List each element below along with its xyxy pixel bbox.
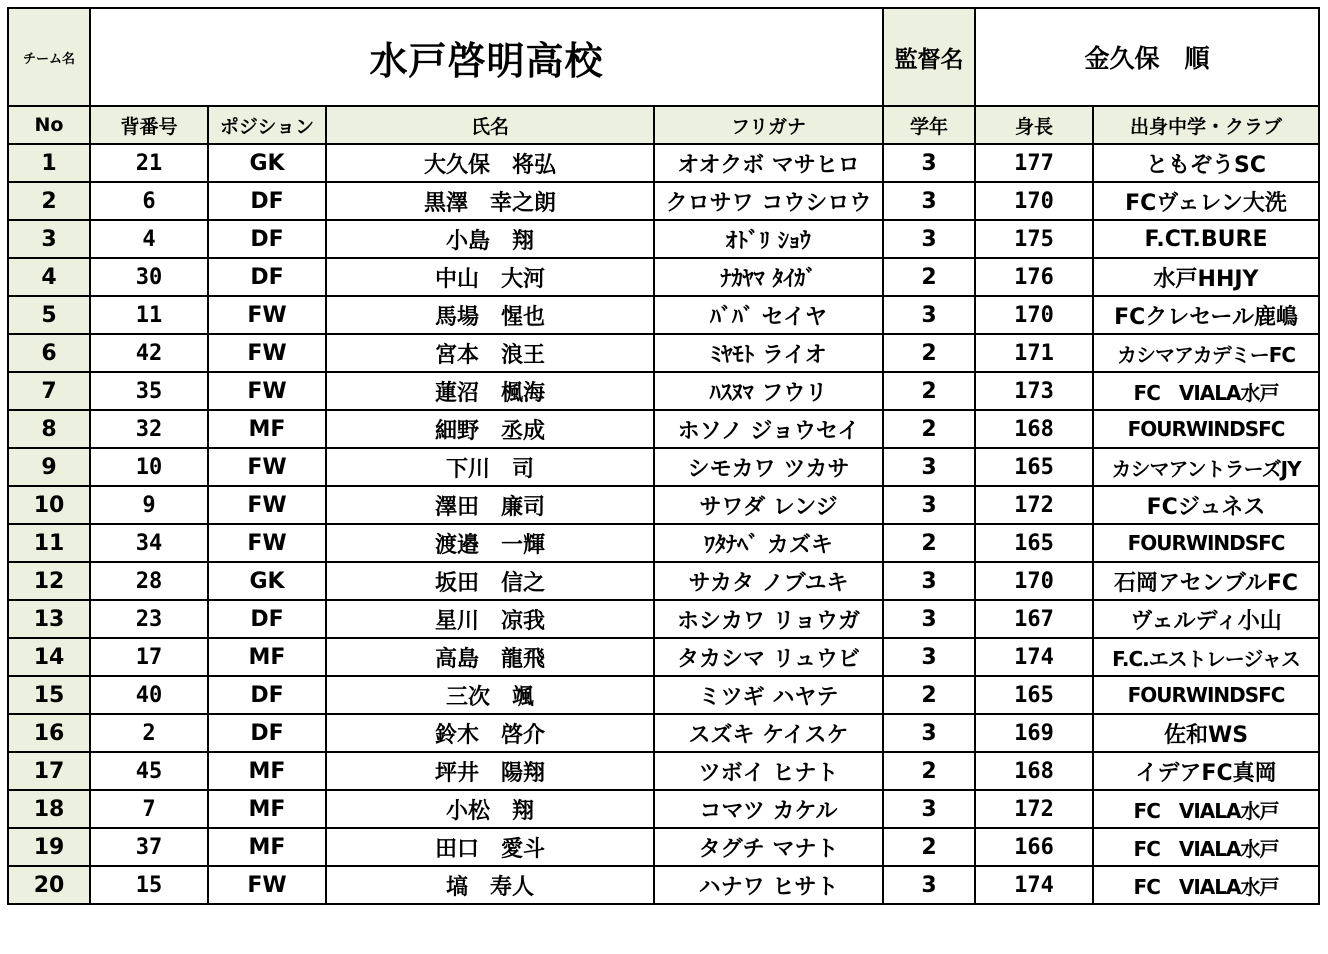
player-grade: 3 xyxy=(883,866,975,904)
player-name: 渡邉 一輝 xyxy=(326,524,654,562)
player-height: 177 xyxy=(975,144,1093,182)
player-name: 小島 翔 xyxy=(326,220,654,258)
player-club: FOURWINDSFC xyxy=(1093,676,1319,714)
player-height: 170 xyxy=(975,296,1093,334)
player-position: FW xyxy=(208,486,326,524)
player-name: 大久保 将弘 xyxy=(326,144,654,182)
table-row xyxy=(8,410,1319,448)
player-uniform-number: 30 xyxy=(90,258,208,296)
player-club: FCジュネス xyxy=(1093,486,1319,524)
player-uniform-number: 40 xyxy=(90,676,208,714)
player-kana: タカシマ リュウビ xyxy=(654,638,883,676)
player-club: FC VIALA水戸 xyxy=(1093,866,1319,904)
player-grade: 2 xyxy=(883,676,975,714)
player-club: F.C.エストレージャス xyxy=(1093,638,1319,676)
table-row xyxy=(8,638,1319,676)
player-no: 2 xyxy=(8,182,90,220)
player-club: カシマアントラーズJY xyxy=(1093,448,1319,486)
player-uniform-number: 9 xyxy=(90,486,208,524)
player-position: GK xyxy=(208,144,326,182)
player-uniform-number: 42 xyxy=(90,334,208,372)
player-name: 小松 翔 xyxy=(326,790,654,828)
player-position: DF xyxy=(208,220,326,258)
player-kana: コマツ カケル xyxy=(654,790,883,828)
player-position: MF xyxy=(208,638,326,676)
player-kana: クロサワ コウシロウ xyxy=(654,182,883,220)
table-row xyxy=(8,562,1319,600)
player-no: 11 xyxy=(8,524,90,562)
player-name: 田口 愛斗 xyxy=(326,828,654,866)
player-grade: 2 xyxy=(883,828,975,866)
column-header-uniform-number: 背番号 xyxy=(90,106,208,144)
player-position: MF xyxy=(208,410,326,448)
player-name: 細野 丞成 xyxy=(326,410,654,448)
player-club: FC VIALA水戸 xyxy=(1093,790,1319,828)
player-uniform-number: 10 xyxy=(90,448,208,486)
player-kana: サカタ ノブユキ xyxy=(654,562,883,600)
player-height: 176 xyxy=(975,258,1093,296)
table-row xyxy=(8,790,1319,828)
player-kana: ｵﾄﾞﾘ ｼｮｳ xyxy=(654,220,883,258)
player-uniform-number: 6 xyxy=(90,182,208,220)
player-position: FW xyxy=(208,334,326,372)
player-name: 澤田 廉司 xyxy=(326,486,654,524)
player-club: FOURWINDSFC xyxy=(1093,524,1319,562)
player-name: 蓮沼 楓海 xyxy=(326,372,654,410)
player-kana: ﾐﾔﾓﾄ ライオ xyxy=(654,334,883,372)
table-row xyxy=(8,182,1319,220)
player-grade: 3 xyxy=(883,220,975,258)
player-no: 9 xyxy=(8,448,90,486)
player-grade: 3 xyxy=(883,562,975,600)
player-position: MF xyxy=(208,790,326,828)
player-club: FCヴェレン大洗 xyxy=(1093,182,1319,220)
player-name: 高島 龍飛 xyxy=(326,638,654,676)
player-height: 169 xyxy=(975,714,1093,752)
player-height: 172 xyxy=(975,790,1093,828)
player-grade: 2 xyxy=(883,752,975,790)
player-kana: オオクボ マサヒロ xyxy=(654,144,883,182)
team-roster-table xyxy=(7,7,1320,905)
player-height: 174 xyxy=(975,866,1093,904)
player-kana: ミツギ ハヤテ xyxy=(654,676,883,714)
player-grade: 3 xyxy=(883,296,975,334)
table-row xyxy=(8,752,1319,790)
player-uniform-number: 2 xyxy=(90,714,208,752)
player-uniform-number: 4 xyxy=(90,220,208,258)
column-header-row xyxy=(8,106,1319,144)
player-uniform-number: 35 xyxy=(90,372,208,410)
player-uniform-number: 21 xyxy=(90,144,208,182)
column-header-position: ポジション xyxy=(208,106,326,144)
player-no: 1 xyxy=(8,144,90,182)
player-name: 三次 颯 xyxy=(326,676,654,714)
player-club: イデアFC真岡 xyxy=(1093,752,1319,790)
player-kana: シモカワ ツカサ xyxy=(654,448,883,486)
player-name: 馬場 惺也 xyxy=(326,296,654,334)
player-grade: 2 xyxy=(883,258,975,296)
player-kana: ﾊｽﾇﾏ フウリ xyxy=(654,372,883,410)
player-kana: ツボイ ヒナト xyxy=(654,752,883,790)
player-height: 170 xyxy=(975,182,1093,220)
player-club: FOURWINDSFC xyxy=(1093,410,1319,448)
player-kana: ﾜﾀﾅﾍﾞ カズキ xyxy=(654,524,883,562)
player-position: MF xyxy=(208,828,326,866)
player-kana: ﾅｶﾔﾏ ﾀｲｶﾞ xyxy=(654,258,883,296)
table-row xyxy=(8,334,1319,372)
player-no: 13 xyxy=(8,600,90,638)
player-no: 5 xyxy=(8,296,90,334)
player-height: 167 xyxy=(975,600,1093,638)
player-no: 14 xyxy=(8,638,90,676)
column-header-grade: 学年 xyxy=(883,106,975,144)
player-position: FW xyxy=(208,372,326,410)
player-club: ともぞうSC xyxy=(1093,144,1319,182)
table-row xyxy=(8,714,1319,752)
player-club: 石岡アセンブルFC xyxy=(1093,562,1319,600)
player-position: FW xyxy=(208,296,326,334)
player-grade: 3 xyxy=(883,486,975,524)
player-no: 7 xyxy=(8,372,90,410)
player-position: FW xyxy=(208,866,326,904)
table-row xyxy=(8,144,1319,182)
player-no: 17 xyxy=(8,752,90,790)
player-position: FW xyxy=(208,524,326,562)
player-position: DF xyxy=(208,600,326,638)
player-club: FCクレセール鹿嶋 xyxy=(1093,296,1319,334)
table-row xyxy=(8,600,1319,638)
table-row xyxy=(8,296,1319,334)
player-kana: スズキ ケイスケ xyxy=(654,714,883,752)
player-club: カシマアカデミーFC xyxy=(1093,334,1319,372)
player-no: 12 xyxy=(8,562,90,600)
player-club: 水戸HHJY xyxy=(1093,258,1319,296)
player-kana: タグチ マナト xyxy=(654,828,883,866)
player-no: 20 xyxy=(8,866,90,904)
player-position: MF xyxy=(208,752,326,790)
player-grade: 2 xyxy=(883,372,975,410)
column-header-no: No xyxy=(8,106,90,144)
player-height: 165 xyxy=(975,448,1093,486)
player-name: 下川 司 xyxy=(326,448,654,486)
player-club: FC VIALA水戸 xyxy=(1093,372,1319,410)
player-grade: 2 xyxy=(883,334,975,372)
coach-name-label: 監督名 xyxy=(883,8,975,106)
player-club: 佐和WS xyxy=(1093,714,1319,752)
player-position: DF xyxy=(208,258,326,296)
team-name: 水戸啓明高校 xyxy=(90,8,883,106)
team-header-row xyxy=(8,8,1319,106)
player-grade: 3 xyxy=(883,638,975,676)
player-height: 165 xyxy=(975,676,1093,714)
player-uniform-number: 37 xyxy=(90,828,208,866)
player-height: 166 xyxy=(975,828,1093,866)
table-row xyxy=(8,258,1319,296)
table-row xyxy=(8,524,1319,562)
player-name: 星川 凉我 xyxy=(326,600,654,638)
table-row xyxy=(8,828,1319,866)
player-height: 173 xyxy=(975,372,1093,410)
player-grade: 2 xyxy=(883,524,975,562)
team-name-label: チーム名 xyxy=(8,8,90,106)
player-height: 171 xyxy=(975,334,1093,372)
player-name: 黒澤 幸之朗 xyxy=(326,182,654,220)
coach-name: 金久保 順 xyxy=(975,8,1319,106)
player-position: DF xyxy=(208,182,326,220)
player-kana: ホシカワ リョウガ xyxy=(654,600,883,638)
player-club: ヴェルディ小山 xyxy=(1093,600,1319,638)
table-row xyxy=(8,676,1319,714)
column-header-name: 氏名 xyxy=(326,106,654,144)
player-no: 4 xyxy=(8,258,90,296)
player-position: DF xyxy=(208,676,326,714)
player-height: 168 xyxy=(975,752,1093,790)
player-height: 175 xyxy=(975,220,1093,258)
player-no: 3 xyxy=(8,220,90,258)
player-no: 15 xyxy=(8,676,90,714)
player-grade: 3 xyxy=(883,144,975,182)
player-uniform-number: 17 xyxy=(90,638,208,676)
column-header-kana: フリガナ xyxy=(654,106,883,144)
player-position: FW xyxy=(208,448,326,486)
player-no: 8 xyxy=(8,410,90,448)
player-kana: ハナワ ヒサト xyxy=(654,866,883,904)
player-height: 170 xyxy=(975,562,1093,600)
column-header-club: 出身中学・クラブ xyxy=(1093,106,1319,144)
player-grade: 3 xyxy=(883,448,975,486)
player-name: 塙 寿人 xyxy=(326,866,654,904)
player-uniform-number: 28 xyxy=(90,562,208,600)
player-position: DF xyxy=(208,714,326,752)
player-no: 10 xyxy=(8,486,90,524)
table-row xyxy=(8,448,1319,486)
player-uniform-number: 11 xyxy=(90,296,208,334)
player-grade: 2 xyxy=(883,410,975,448)
player-uniform-number: 7 xyxy=(90,790,208,828)
player-uniform-number: 15 xyxy=(90,866,208,904)
player-club: FC VIALA水戸 xyxy=(1093,828,1319,866)
table-row xyxy=(8,866,1319,904)
player-no: 16 xyxy=(8,714,90,752)
player-height: 172 xyxy=(975,486,1093,524)
player-no: 6 xyxy=(8,334,90,372)
player-uniform-number: 23 xyxy=(90,600,208,638)
player-kana: ホソノ ジョウセイ xyxy=(654,410,883,448)
player-name: 鈴木 啓介 xyxy=(326,714,654,752)
player-kana: サワダ レンジ xyxy=(654,486,883,524)
player-height: 174 xyxy=(975,638,1093,676)
player-kana: ﾊﾞﾊﾞ セイヤ xyxy=(654,296,883,334)
player-no: 19 xyxy=(8,828,90,866)
player-uniform-number: 34 xyxy=(90,524,208,562)
player-position: GK xyxy=(208,562,326,600)
player-grade: 3 xyxy=(883,182,975,220)
player-name: 坪井 陽翔 xyxy=(326,752,654,790)
player-uniform-number: 32 xyxy=(90,410,208,448)
player-name: 宮本 浪王 xyxy=(326,334,654,372)
player-grade: 3 xyxy=(883,714,975,752)
player-club: F.CT.BURE xyxy=(1093,220,1319,258)
table-row xyxy=(8,486,1319,524)
player-uniform-number: 45 xyxy=(90,752,208,790)
player-height: 165 xyxy=(975,524,1093,562)
player-grade: 3 xyxy=(883,600,975,638)
table-row xyxy=(8,372,1319,410)
column-header-height: 身長 xyxy=(975,106,1093,144)
player-height: 168 xyxy=(975,410,1093,448)
player-name: 中山 大河 xyxy=(326,258,654,296)
player-no: 18 xyxy=(8,790,90,828)
player-grade: 3 xyxy=(883,790,975,828)
player-name: 坂田 信之 xyxy=(326,562,654,600)
table-row xyxy=(8,220,1319,258)
